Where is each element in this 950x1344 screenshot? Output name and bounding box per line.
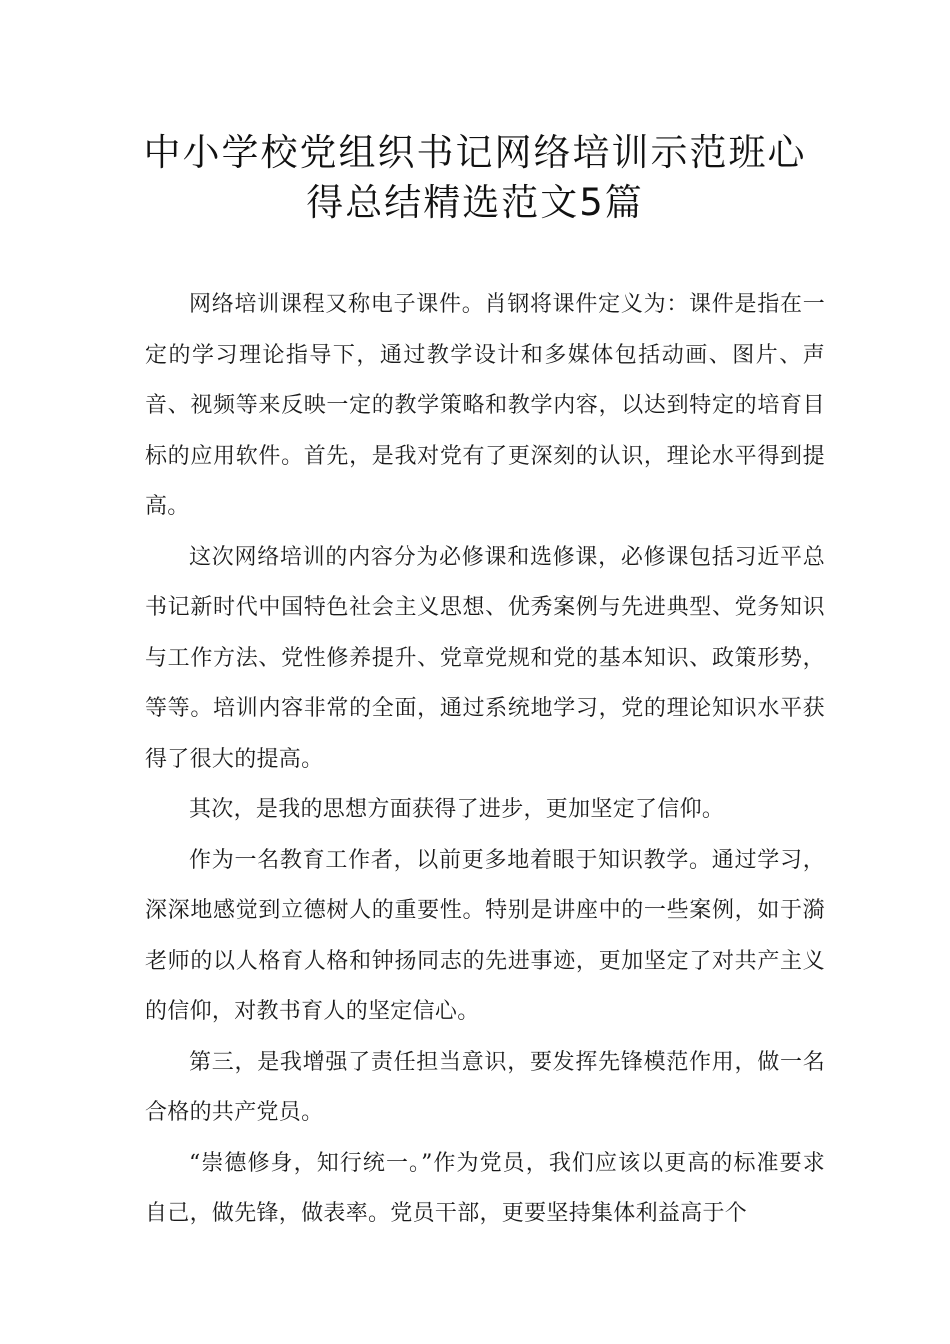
paragraph: 作为一名教育工作者，以前更多地着眼于知识教学。通过学习，深深地感觉到立德树人的重要性。特别是讲座中的一些案例，如于漪老师的以人格育人格和钟扬同志的先进事迹，更加坚定了对共产主义的信仰，对教书育人的坚定信心。: [145, 847, 825, 1024]
paragraph: “崇德修身，知行统一。”作为党员，我们应该以更高的标准要求自己，做先锋，做表率。党员干部，更要坚持集体利益高于个: [145, 1150, 825, 1226]
paragraph: 网络培训课程又称电子课件。肖钢将课件定义为：课件是指在一定的学习理论指导下，通过教学设计和多媒体包括动画、图片、声音、视频等来反映一定的教学策略和教学内容，以达到特定的培育目标的应用软件。首先，是我对党有了更深刻的认识，理论水平得到提高。: [145, 292, 825, 519]
paragraph: 这次网络培训的内容分为必修课和选修课，必修课包括习近平总书记新时代中国特色社会主义思想、优秀案例与先进典型、党务知识与工作方法、党性修养提升、党章党规和党的基本知识、政策形势，等等。培训内容非常的全面，通过系统地学习，党的理论知识水平获得了很大的提高。: [145, 544, 825, 772]
paragraph: 其次，是我的思想方面获得了进步，更加坚定了信仰。: [189, 797, 725, 822]
paragraph: 第三，是我增强了责任担当意识，要发挥先锋模范作用，做一名合格的共产党员。: [145, 1049, 825, 1125]
title-line-2: 得总结精选范文5篇: [306, 181, 644, 224]
document-title: [120, 128, 830, 228]
document-body: [145, 280, 825, 1240]
title-line-1: 中小学校党组织书记网络培训示范班心: [143, 131, 807, 174]
